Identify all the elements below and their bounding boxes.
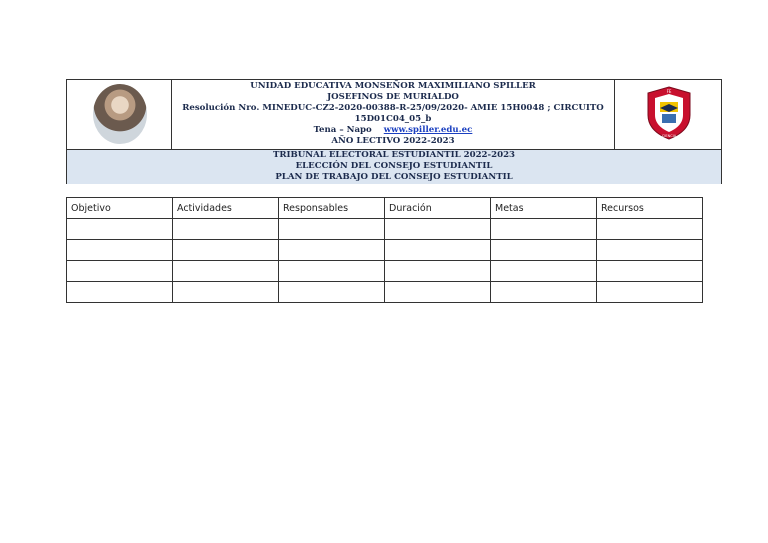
table-cell[interactable] — [67, 282, 173, 303]
table-cell[interactable] — [491, 240, 597, 261]
table-row — [67, 282, 703, 303]
table-cell[interactable] — [385, 240, 491, 261]
table-cell[interactable] — [279, 261, 385, 282]
table-cell[interactable] — [491, 282, 597, 303]
table-row — [67, 240, 703, 261]
location-line — [172, 125, 614, 136]
table-cell[interactable] — [597, 282, 703, 303]
column-header-objetivo: Objetivo — [67, 198, 173, 219]
portrait-logo-cell — [67, 80, 172, 149]
website-link[interactable]: www.spiller.edu.ec — [383, 125, 473, 135]
resolution-line: Resolución Nro. MINEDUC-CZ2-2020-00388-R-25/09/2020- AMIE 15H0048 ; CIRCUITO — [182, 103, 604, 113]
table-cell[interactable] — [279, 240, 385, 261]
subheader-line-1: TRIBUNAL ELECTORAL ESTUDIANTIL 2022-2023 — [272, 150, 516, 160]
header-text-block — [172, 80, 614, 149]
table-cell[interactable] — [597, 240, 703, 261]
column-header-metas: Metas — [491, 198, 597, 219]
table-cell[interactable] — [385, 282, 491, 303]
seal-logo-cell — [614, 80, 721, 149]
work-plan-table — [66, 197, 703, 303]
table-cell[interactable] — [279, 282, 385, 303]
table-cell[interactable] — [385, 261, 491, 282]
circuit-code: 15D01C04_05_b — [354, 114, 432, 124]
founder-portrait — [93, 84, 147, 144]
order-name: JOSEFINOS DE MURIALDO — [327, 92, 459, 102]
column-header-recursos: Recursos — [597, 198, 703, 219]
table-cell[interactable] — [67, 261, 173, 282]
table-cell[interactable] — [597, 219, 703, 240]
seal-bottom-text: CIENCIA — [661, 134, 677, 138]
table-header-row — [67, 198, 703, 219]
column-header-duracion: Duración — [385, 198, 491, 219]
table-cell[interactable] — [173, 240, 279, 261]
table-row — [67, 261, 703, 282]
table-cell[interactable] — [173, 261, 279, 282]
table-row — [67, 219, 703, 240]
table-cell[interactable] — [173, 219, 279, 240]
column-header-actividades: Actividades — [173, 198, 279, 219]
document-header — [66, 79, 722, 184]
table-cell[interactable] — [279, 219, 385, 240]
electoral-subheader — [67, 149, 721, 184]
table-cell[interactable] — [597, 261, 703, 282]
table-cell[interactable] — [173, 282, 279, 303]
school-name: UNIDAD EDUCATIVA MONSEÑOR MAXIMILIANO SPILLER — [250, 81, 536, 91]
table-cell[interactable] — [385, 219, 491, 240]
subheader-line-2: ELECCIÓN DEL CONSEJO ESTUDIANTIL — [295, 161, 493, 171]
seal-top-text: FE — [666, 89, 672, 94]
table-cell[interactable] — [491, 219, 597, 240]
school-year: AÑO LECTIVO 2022-2023 — [331, 136, 455, 146]
table-cell[interactable] — [67, 240, 173, 261]
table-cell[interactable] — [491, 261, 597, 282]
location: Tena – Napo — [313, 125, 372, 135]
school-seal-icon — [644, 85, 694, 141]
subheader-line-3: PLAN DE TRABAJO DEL CONSEJO ESTUDIANTIL — [275, 172, 513, 182]
table-cell[interactable] — [67, 219, 173, 240]
column-header-responsables: Responsables — [279, 198, 385, 219]
